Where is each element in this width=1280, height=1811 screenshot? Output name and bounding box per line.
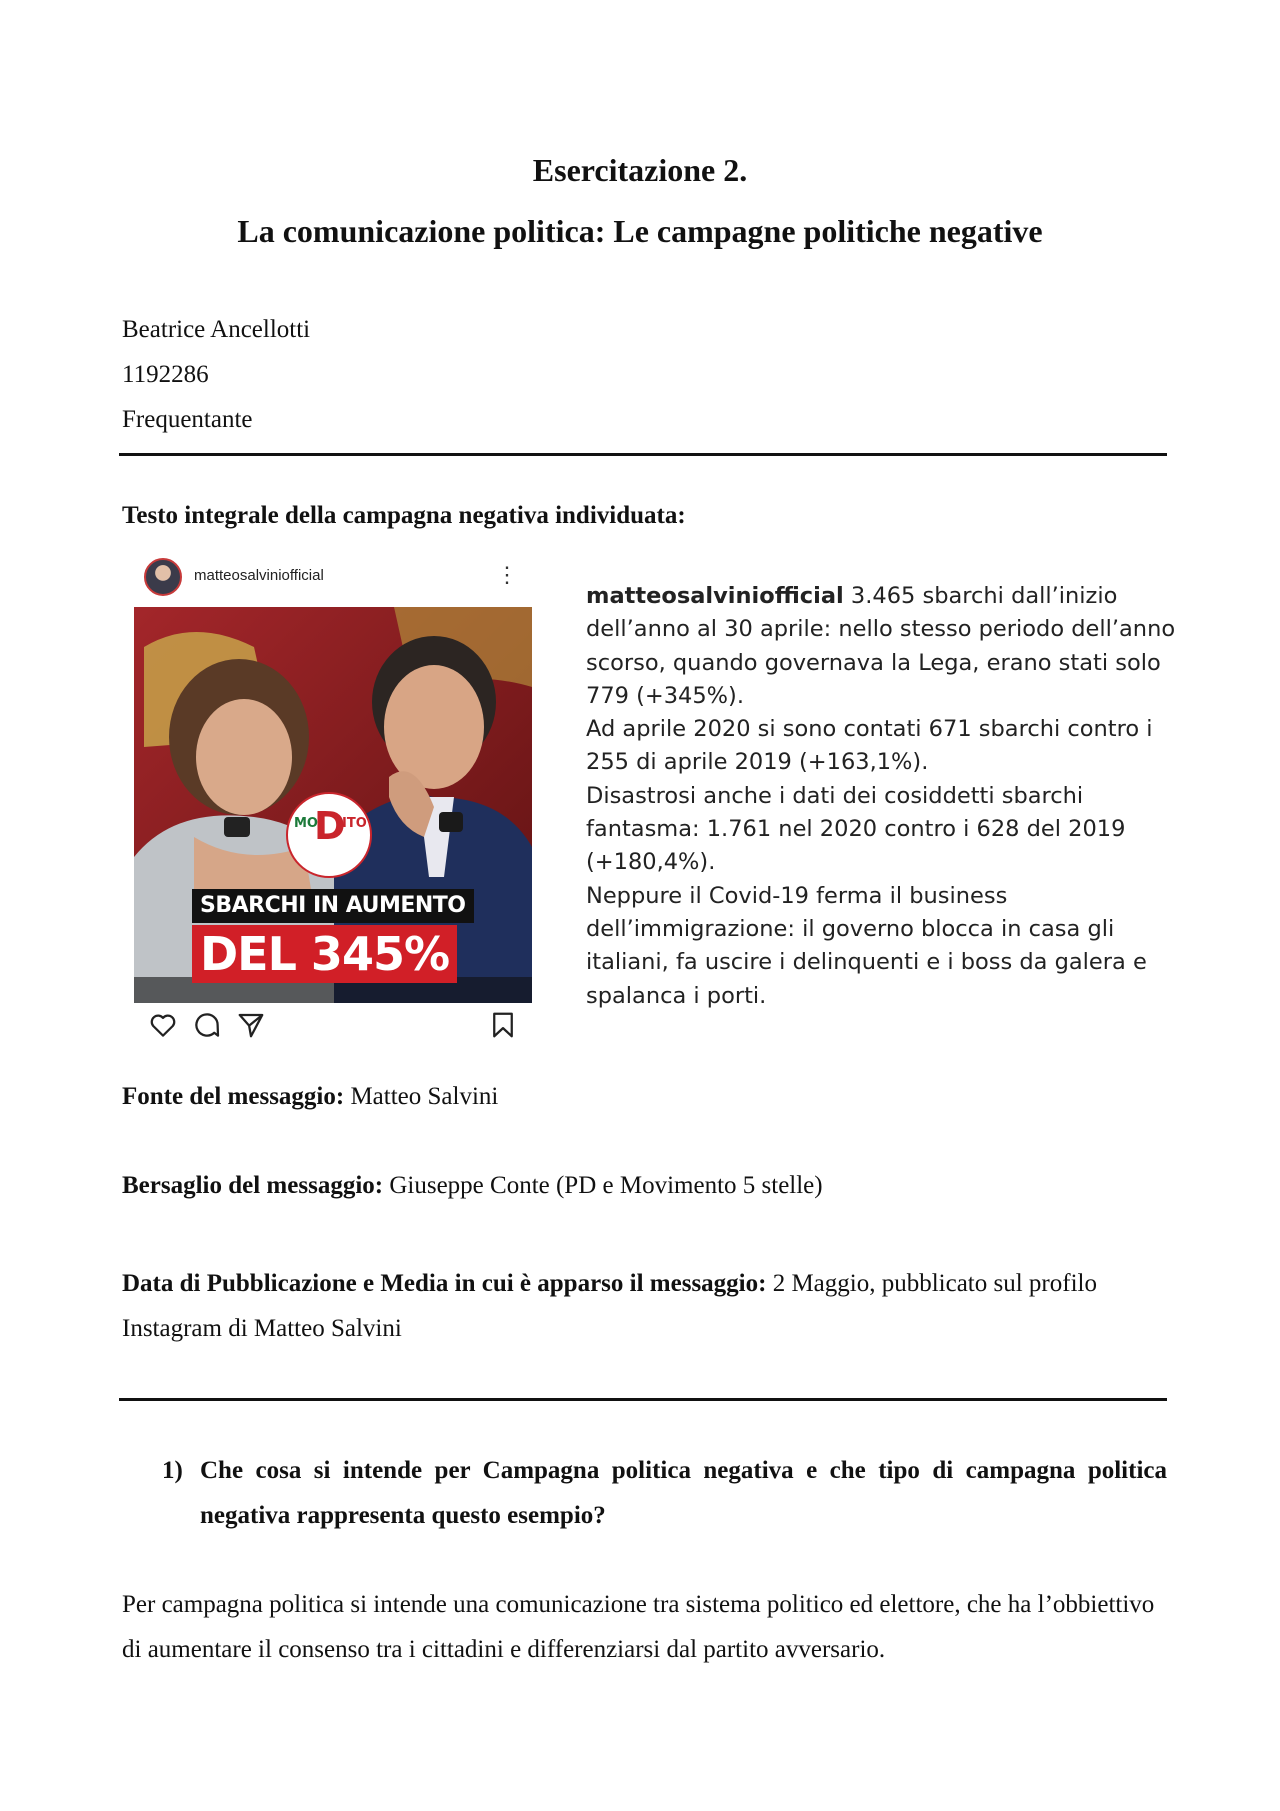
source-label: Fonte del messaggio: bbox=[122, 1083, 345, 1110]
student-id: 1192286 bbox=[122, 361, 209, 388]
instagram-actions-bar bbox=[148, 1010, 520, 1042]
caption-paragraph: Ad aprile 2020 si sono contati 671 sbarchi contro i 255 di aprile 2019 (+163,1%). bbox=[586, 716, 1153, 776]
section-divider bbox=[119, 1398, 1167, 1401]
answer-paragraph: Per campagna politica si intende una comunicazione tra sistema politico ed elettore, che ha l’obbiettivo di aumentare il consenso tra i cittadini e differenziarsi dal partito avversario. bbox=[122, 1591, 1155, 1663]
instagram-post-header bbox=[144, 558, 516, 598]
caption-paragraph bbox=[586, 580, 1186, 713]
question-text: Che cosa si intende per Campagna politica negativa e che tipo di campagna politica negativa rappresenta questo esempio? bbox=[200, 1457, 1167, 1529]
caption-paragraph: Neppure il Covid-19 ferma il business dell’immigrazione: il governo blocca in casa gli italiani, fa uscire i delinquenti e i boss da galera e spalanca i porti. bbox=[586, 882, 1147, 1009]
document-title: Esercitazione 2. bbox=[532, 152, 748, 188]
image-banner-bottom: DEL 345% bbox=[192, 925, 457, 983]
document-subtitle: La comunicazione politica: Le campagne politiche negative bbox=[237, 213, 1043, 249]
instagram-username[interactable]: matteosalviniofficial bbox=[194, 567, 324, 584]
comment-icon[interactable] bbox=[192, 1010, 222, 1040]
avatar[interactable] bbox=[144, 558, 182, 596]
share-icon[interactable] bbox=[236, 1010, 266, 1040]
publication-label: Data di Pubblicazione e Media in cui è apparso il messaggio: bbox=[122, 1270, 767, 1297]
logo-text-left: MO bbox=[294, 816, 318, 831]
author-name: Beatrice Ancellotti bbox=[122, 316, 311, 343]
section-divider bbox=[119, 453, 1167, 456]
message-target bbox=[122, 1172, 823, 1200]
more-options-icon[interactable]: ⋮ bbox=[496, 562, 518, 587]
attendance-status: Frequentante bbox=[122, 406, 253, 433]
campaign-heading: Testo integrale della campagna negativa individuata: bbox=[122, 502, 686, 529]
heart-icon[interactable] bbox=[148, 1010, 178, 1040]
target-value: Giuseppe Conte (PD e Movimento 5 stelle) bbox=[383, 1172, 823, 1199]
question-number: 1) bbox=[162, 1457, 183, 1484]
instagram-post-image bbox=[134, 607, 532, 1003]
image-banner-top: SBARCHI IN AUMENTO bbox=[192, 889, 474, 923]
caption-username[interactable]: matteosalviniofficial bbox=[586, 583, 844, 609]
publication-value: 2 Maggio, pubblicato sul profilo Instagram di Matteo Salvini bbox=[122, 1270, 1097, 1342]
logo-text-right: ITO bbox=[342, 816, 367, 831]
party-logo bbox=[286, 792, 372, 878]
instagram-caption bbox=[586, 580, 1186, 1013]
message-source bbox=[122, 1083, 498, 1111]
logo-letters: D bbox=[314, 804, 346, 848]
target-label: Bersaglio del messaggio: bbox=[122, 1172, 384, 1199]
caption-text: 3.465 sbarchi dall’inizio dell’anno al 30 aprile: nello stesso periodo dell’anno scorso, quando governava la Lega, erano stati solo 779 (+345%). bbox=[586, 583, 1176, 709]
publication-info bbox=[122, 1261, 1167, 1351]
bookmark-icon[interactable] bbox=[488, 1010, 518, 1040]
caption-paragraph: Disastrosi anche i dati dei cosiddetti sbarchi fantasma: 1.761 nel 2020 contro i 628 del 2019 (+180,4%). bbox=[586, 782, 1126, 876]
source-value: Matteo Salvini bbox=[344, 1083, 499, 1110]
